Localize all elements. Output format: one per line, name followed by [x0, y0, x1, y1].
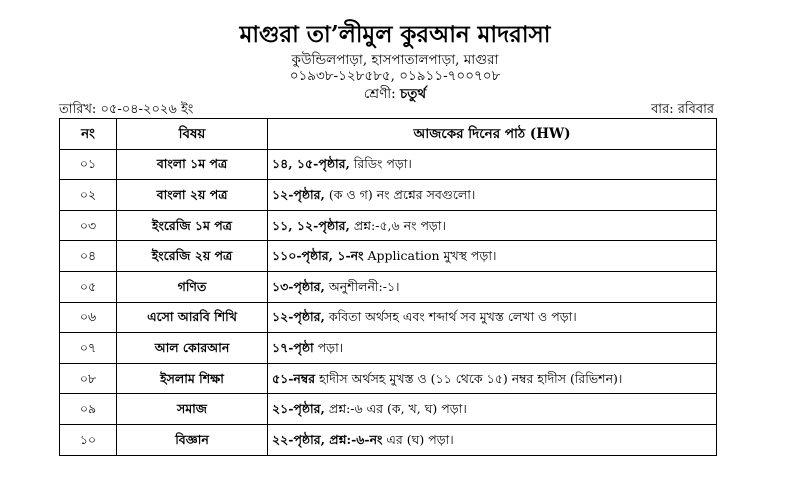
lesson-page-ref: ২১-পৃষ্ঠার,	[272, 401, 325, 417]
table-row	[60, 180, 717, 211]
lesson-page-ref: ১৩-পৃষ্ঠার,	[272, 278, 325, 294]
lesson-detail: (ক ও গ) নং প্রশ্নের সবগুলো।	[324, 186, 476, 202]
table-row	[60, 424, 717, 455]
table-row	[60, 302, 717, 333]
lesson-page-ref: ১১, ১২-পৃষ্ঠার,	[272, 217, 350, 233]
madrasa-phones: ০১৯৩৮-১২৮৫৮৫, ০১৯১১-৭০০৭০৮	[289, 68, 501, 84]
row-serial: ০২	[60, 180, 117, 211]
table-header-row	[60, 119, 717, 150]
row-subject: গণিত	[117, 271, 268, 302]
row-serial: ১০	[60, 424, 117, 455]
madrasa-title: মাগুরা তা’লীমুল কুরআন মাদরাসা	[239, 21, 551, 48]
date-day-row	[59, 101, 714, 119]
row-lesson	[268, 333, 717, 364]
lesson-page-ref: ১২-পৃষ্ঠার,	[272, 309, 325, 325]
row-lesson	[268, 424, 717, 455]
homework-table	[59, 118, 717, 456]
row-serial: ০৭	[60, 333, 117, 364]
lesson-detail: হাদীস অর্থসহ মুখস্ত ও (১১ থেকে ১৫) নম্বর হাদীস (রিভিশন)।	[315, 370, 623, 386]
row-serial: ০১	[60, 149, 117, 180]
table-row	[60, 271, 717, 302]
lesson-detail: প্রশ্ন:-৬ এর (ক, খ, ঘ) পড়া।	[324, 401, 467, 417]
date-text: তারিখ: ০৫-০৪-২০২৬ ইং	[59, 102, 194, 117]
row-lesson	[268, 210, 717, 241]
table-row	[60, 363, 717, 394]
table-row	[60, 149, 717, 180]
class-value: চতুর্থ	[400, 86, 427, 102]
row-serial: ০৮	[60, 363, 117, 394]
header-subject: বিষয়	[117, 119, 268, 150]
row-subject: বিজ্ঞান	[117, 424, 268, 455]
row-serial: ০৬	[60, 302, 117, 333]
table-row	[60, 210, 717, 241]
row-subject: ইংরেজি ২য় পত্র	[117, 241, 268, 272]
lesson-detail: পড়া।	[313, 339, 344, 355]
lesson-page-ref: ৫১-নম্বর	[272, 370, 316, 386]
row-lesson	[268, 394, 717, 425]
row-lesson	[268, 241, 717, 272]
table-row	[60, 394, 717, 425]
row-serial: ০৩	[60, 210, 117, 241]
row-subject: সমাজ	[117, 394, 268, 425]
lesson-page-ref: ২২-পৃষ্ঠার, প্রশ্ন:-৬-নং	[272, 431, 383, 447]
day-text: বার: রবিবার	[651, 102, 714, 117]
lesson-detail: এর (ঘ) পড়া।	[382, 431, 454, 447]
lesson-page-ref: ১২-পৃষ্ঠার,	[272, 186, 325, 202]
row-serial: ০৯	[60, 394, 117, 425]
lesson-detail: রিডিং পড়া।	[349, 156, 412, 172]
header-serial: নং	[60, 119, 117, 150]
row-lesson	[268, 363, 717, 394]
table-row	[60, 241, 717, 272]
row-subject: আল কোরআন	[117, 333, 268, 364]
row-serial: ০৪	[60, 241, 117, 272]
row-subject: ইসলাম শিক্ষা	[117, 363, 268, 394]
row-lesson	[268, 271, 717, 302]
row-lesson	[268, 149, 717, 180]
lesson-detail: প্রশ্ন:-৫,৬ নং পড়া।	[349, 217, 446, 233]
header-lesson: আজকের দিনের পাঠ (HW)	[268, 119, 717, 150]
row-subject: বাংলা ২য় পত্র	[117, 180, 268, 211]
madrasa-address: কুউন্ডিলপাড়া, হাসপাতালপাড়া, মাগুরা	[291, 52, 499, 68]
class-label: শ্রেণী:	[363, 86, 396, 102]
row-subject: এসো আরবি শিখি	[117, 302, 268, 333]
row-lesson	[268, 302, 717, 333]
lesson-detail: অনুশীলনী:-১।	[324, 278, 400, 294]
lesson-page-ref: ১৭-পৃষ্ঠা	[272, 339, 314, 355]
row-subject: ইংরেজি ১ম পত্র	[117, 210, 268, 241]
table-row	[60, 333, 717, 364]
lesson-detail: কবিতা অর্থসহ এবং শব্দার্থ সব মুখস্ত লেখা ও পড়া।	[324, 309, 577, 325]
row-subject: বাংলা ১ম পত্র	[117, 149, 268, 180]
lesson-page-ref: ১৪, ১৫-পৃষ্ঠার,	[272, 156, 350, 172]
lesson-page-ref: ১১০-পৃষ্ঠার, ১-নং	[272, 248, 364, 264]
row-lesson	[268, 180, 717, 211]
row-serial: ০৫	[60, 271, 117, 302]
lesson-detail: Application মুখস্থ পড়া।	[363, 248, 497, 264]
